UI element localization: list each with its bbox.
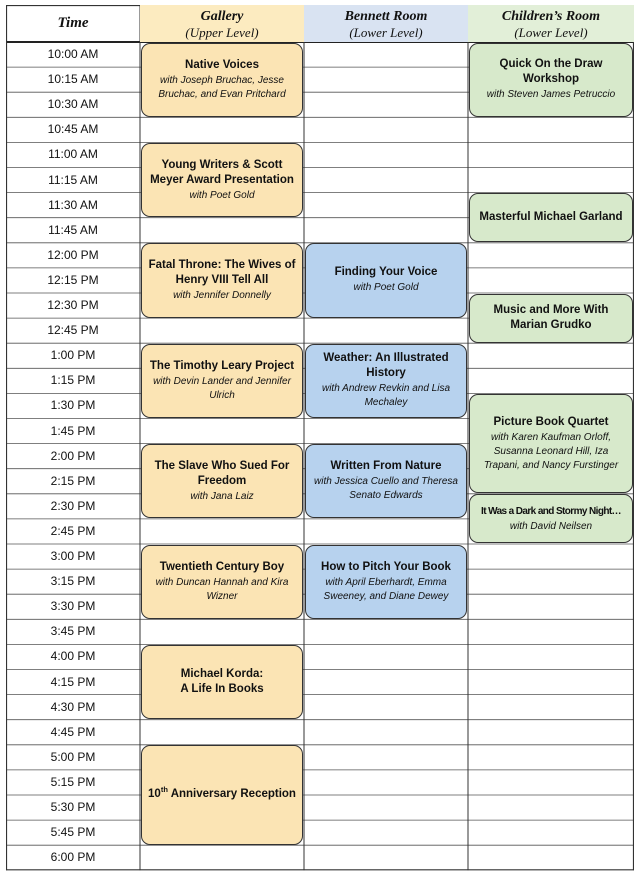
time-slot-label: 10:45 AM	[47, 122, 99, 137]
time-slot-label: 5:00 PM	[50, 749, 96, 764]
event-title: 10th Anniversary Reception	[148, 785, 296, 801]
time-slot-label: 12:00 PM	[47, 247, 99, 262]
childrens-room-header-level: (Lower Level)	[514, 25, 588, 40]
event-block[interactable]	[141, 645, 303, 719]
event-presenters: with Joseph Bruchac, Jesse Bruchac, and Evan Pritchard	[158, 74, 286, 100]
event-presenters: with Poet Gold	[189, 189, 255, 201]
gallery-column-header	[140, 5, 304, 42]
time-slot-label: 5:15 PM	[50, 774, 96, 789]
time-slot-label: 4:00 PM	[50, 649, 96, 664]
event-title: Twentieth Century Boy	[159, 560, 285, 573]
event-presenters: with Karen Kaufman Orloff, Susanna Leonard Hill, Iza Trapani, and Nancy Furstinger	[483, 431, 619, 471]
time-slot-label: 3:30 PM	[50, 599, 96, 614]
schedule-table	[6, 5, 634, 875]
event-title: Picture Book Quartet	[493, 415, 609, 428]
time-slot-label: 2:30 PM	[50, 498, 96, 513]
time-slot-label: 2:45 PM	[50, 523, 96, 538]
event-title: Finding Your Voice	[334, 266, 438, 279]
gallery-header-name: Gallery	[200, 9, 244, 24]
event-presenters: with Poet Gold	[353, 282, 419, 294]
event-block[interactable]	[141, 745, 303, 844]
event-block[interactable]	[469, 43, 633, 117]
event-block[interactable]	[469, 294, 633, 343]
event-presenters: with Jana Laiz	[190, 490, 254, 502]
time-slot-label: 11:30 AM	[48, 197, 98, 212]
event-block[interactable]	[141, 344, 303, 418]
time-slot-label: 3:45 PM	[50, 624, 96, 639]
event-block[interactable]	[305, 444, 467, 518]
bennett-room-column-header	[304, 5, 468, 42]
event-title: It Was a Dark and Stormy Night…	[481, 505, 621, 517]
event-block[interactable]	[141, 444, 303, 518]
event-block[interactable]	[141, 243, 303, 317]
event-title: Written From Nature	[330, 460, 442, 473]
event-presenters: with David Neilsen	[509, 520, 593, 532]
event-title: Weather: An Illustrated History	[323, 352, 449, 380]
event-title: Native Voices	[185, 58, 259, 71]
event-block[interactable]	[141, 43, 303, 117]
event-title: The Timothy Leary Project	[149, 359, 295, 372]
time-slot-label: 4:45 PM	[50, 724, 96, 739]
bennett-room-header-level: (Lower Level)	[349, 25, 423, 40]
gallery-header-level: (Upper Level)	[185, 25, 259, 40]
time-slot-label: 12:45 PM	[47, 323, 99, 338]
event-presenters: with April Eberhardt, Emma Sweeney, and Diane Dewey	[323, 576, 449, 602]
time-slot-label: 1:45 PM	[50, 423, 96, 438]
event-presenters: with Jessica Cuello and Theresa Senato Edwards	[314, 476, 458, 502]
time-column-header	[6, 5, 140, 42]
event-block[interactable]	[305, 545, 467, 619]
event-title: Michael Korda: A Life In Books	[180, 668, 264, 696]
event-block[interactable]	[305, 243, 467, 317]
event-presenters: with Andrew Revkin and Lisa Mechaley	[321, 383, 451, 409]
time-slot-label: 5:45 PM	[50, 825, 96, 840]
time-slot-label: 12:15 PM	[47, 272, 99, 287]
time-slot-label: 11:15 AM	[48, 172, 98, 187]
event-title: The Slave Who Sued For Freedom	[154, 459, 290, 487]
time-slot-label: 1:00 PM	[50, 348, 96, 363]
time-slot-label: 10:00 AM	[47, 47, 99, 61]
bennett-room-header-name: Bennett Room	[344, 9, 428, 24]
event-block[interactable]	[469, 193, 633, 242]
time-slot-label: 1:30 PM	[50, 398, 96, 413]
event-title-superscript: th	[160, 785, 168, 795]
event-presenters: with Jennifer Donnelly	[173, 289, 271, 301]
event-presenters: with Duncan Hannah and Kira Wizner	[155, 576, 289, 602]
time-slot-label: 10:15 AM	[47, 72, 99, 87]
event-presenters: with Devin Lander and Jennifer Ulrich	[153, 375, 291, 401]
event-presenters: with Steven James Petruccio	[486, 89, 616, 101]
childrens-room-header-name: Children’s Room	[501, 9, 601, 24]
event-title: Music and More With Marian Grudko	[493, 304, 609, 332]
time-slot-label: 5:30 PM	[50, 800, 96, 814]
time-slot-label: 11:00 AM	[48, 147, 98, 162]
event-title: How to Pitch Your Book	[321, 560, 451, 573]
event-block[interactable]	[141, 143, 303, 217]
event-block[interactable]	[305, 344, 467, 418]
event-block[interactable]	[141, 545, 303, 619]
time-slot-label: 4:30 PM	[50, 699, 96, 714]
event-block[interactable]	[469, 394, 633, 493]
time-slot-label: 11:45 AM	[48, 222, 98, 237]
time-slot-label: 10:30 AM	[47, 97, 99, 112]
event-title: Young Writers & Scott Meyer Award Presentation	[150, 158, 294, 186]
childrens-room-column-header	[468, 5, 634, 42]
time-slot-label: 6:00 PM	[50, 850, 96, 865]
time-slot-label: 3:15 PM	[50, 574, 96, 589]
time-slot-label: 3:00 PM	[50, 549, 96, 563]
time-slot-label: 12:30 PM	[47, 298, 99, 312]
time-slot-label: 2:00 PM	[50, 448, 96, 463]
time-header-label: Time	[57, 15, 89, 31]
event-title: Masterful Michael Garland	[479, 211, 623, 224]
time-slot-label: 2:15 PM	[50, 473, 96, 488]
event-title: Quick On the Draw Workshop	[499, 58, 603, 86]
time-slot-label: 1:15 PM	[50, 373, 96, 388]
event-block[interactable]	[469, 494, 633, 543]
event-title: Fatal Throne: The Wives of Henry VIII Tell All	[148, 258, 296, 286]
time-slot-label: 4:15 PM	[50, 674, 96, 689]
